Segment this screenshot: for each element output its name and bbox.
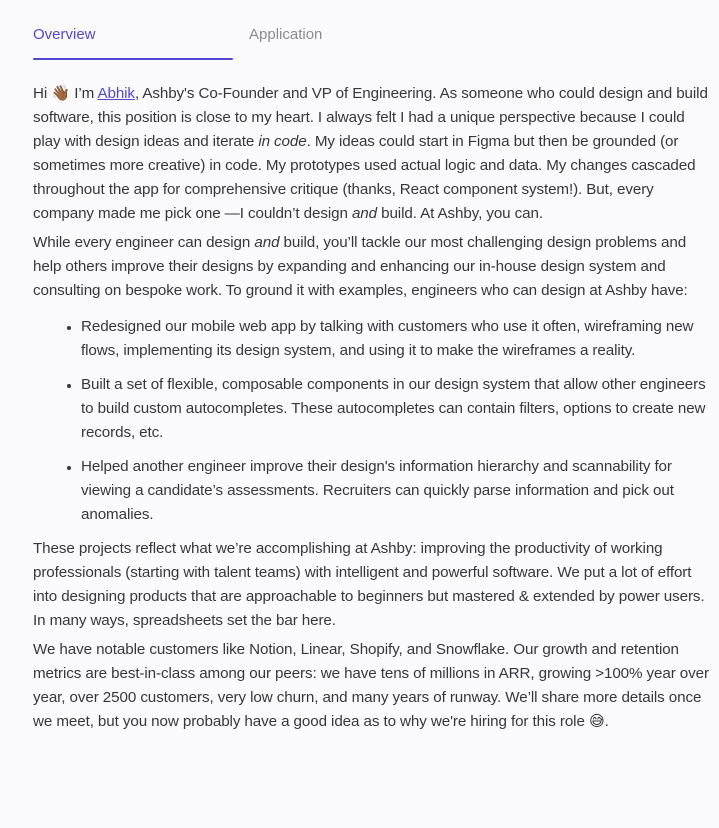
- greeting-text: Hi: [33, 85, 52, 102]
- list-item: • Redesigned our mobile web app by talking with customers who use it often, wireframing new flows, implementing its design system, and using it to make the wireframes a reality.: [81, 315, 709, 363]
- responsibilities-paragraph: [33, 231, 709, 303]
- emphasis-in-code: in code: [258, 133, 307, 150]
- intro-text: I’m: [70, 85, 98, 102]
- paragraph-text: .: [604, 713, 609, 730]
- grinning-sweat-emoji-icon: 😅: [588, 713, 605, 730]
- waving-hand-emoji-icon: 👋🏾: [51, 85, 71, 102]
- paragraph-text: While every engineer can design: [33, 234, 255, 251]
- tab-application[interactable]: Application: [249, 26, 323, 43]
- list-item: • Helped another engineer improve their design's information hierarchy and scannability for viewing a candidate’s assessments. Recruiters can quickly parse information and pick out anomalies.: [81, 455, 709, 527]
- intro-text: build. At Ashby, you can.: [376, 205, 543, 222]
- emphasis-and: and: [254, 234, 280, 251]
- active-tab-indicator: [33, 58, 233, 60]
- intro-text: . My ideas could start in Figma but then be grounded (or sometimes more creative) in code. My prototypes used actual logic and data. My changes cascaded throughout the app for comprehensive critique (thanks, React component system!). But, every company made me pick one —I couldn’t design: [33, 133, 696, 222]
- tab-bar: [0, 0, 719, 61]
- intro-paragraph: [33, 82, 709, 226]
- examples-list: [33, 315, 709, 527]
- paragraph-text: We have notable customers like Notion, Linear, Shopify, and Snowflake. Our growth and retention metrics are best-in-class among our peers: we have tens of millions in ARR, growing >100% year over year, over 2500 customers, very low churn, and many years of runway. We’ll share more details once we meet, but you now probably have a good idea as to why we're hiring for this role: [33, 641, 709, 730]
- paragraph-text: build, you’ll tackle our most challenging design problems and help others improve their designs by expanding and enhancing our in-house design system and consulting on bespoke work. To ground it with examples, engineers who can design at Ashby have:: [33, 234, 688, 299]
- list-item: • Built a set of flexible, composable components in our design system that allow other engineers to build custom autocompletes. These autocompletes can contain filters, options to create new records, etc.: [81, 373, 709, 445]
- emphasis-and: and: [351, 205, 377, 222]
- job-overview-content: [33, 82, 709, 739]
- tab-overview[interactable]: Overview: [33, 26, 96, 43]
- traction-paragraph: [33, 638, 709, 734]
- abhik-profile-link[interactable]: Abhik: [97, 85, 135, 102]
- mission-paragraph: These projects reflect what we’re accomplishing at Ashby: improving the productivity of working professionals (starting with talent teams) with intelligent and powerful software. We put a lot of effort into designing products that are approachable to beginners but mastered & extended by power users. In many ways, spreadsheets set the bar here.: [33, 540, 705, 629]
- intro-text: , Ashby's Co-Founder and VP of Engineering. As someone who could design and build software, this position is close to my heart. I always felt I had a unique perspective because I could play with design ideas and iterate: [33, 85, 708, 150]
